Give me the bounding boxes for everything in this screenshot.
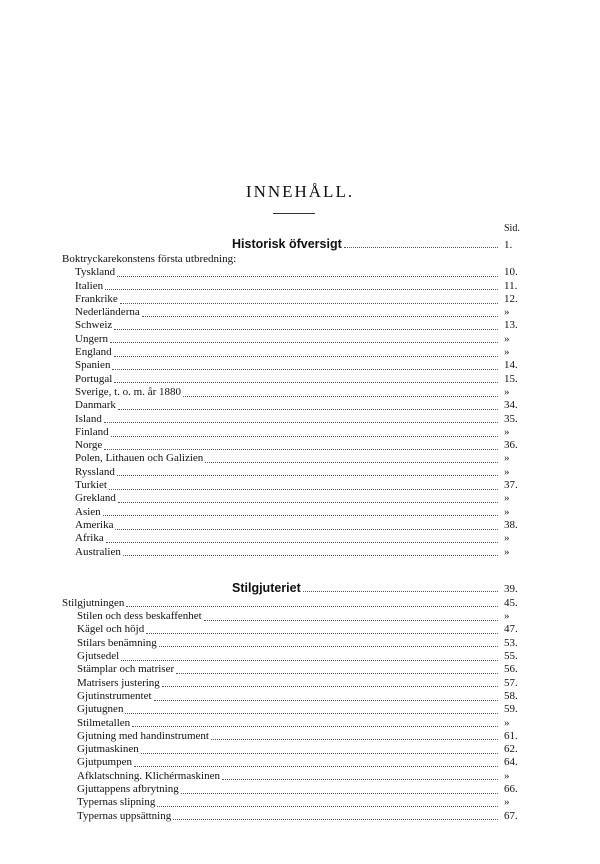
toc-entry (62, 373, 528, 386)
toc-entry (62, 306, 528, 319)
entry-title: Frankrike (75, 292, 118, 305)
entry-page-number: 66. (504, 782, 518, 795)
entry-title: Ungern (75, 332, 108, 345)
entry-title: Nederländerna (75, 306, 140, 319)
leader-dots (211, 738, 498, 740)
leader-dots (125, 712, 498, 714)
toc-entry (62, 546, 528, 559)
toc-entry (62, 293, 528, 306)
entry-page-number: » (504, 716, 510, 729)
leader-dots (118, 501, 498, 503)
entry-page-number: » (504, 332, 510, 345)
entry-title: Kägel och höjd (77, 623, 145, 636)
entry-title: Italien (75, 279, 104, 292)
entry-page-number: » (504, 452, 510, 465)
entry-page-number: » (504, 385, 510, 398)
entry-page-number: 67. (504, 809, 518, 822)
entry-page-number: 15. (504, 372, 518, 385)
section-heading: Historisk öfversigt (232, 237, 342, 251)
leader-dots (121, 659, 498, 661)
leader-dots (173, 818, 498, 820)
table-of-contents (62, 222, 528, 823)
leader-dots (146, 632, 498, 634)
toc-entry (62, 690, 528, 703)
toc-entry (62, 663, 528, 676)
toc-entry (62, 743, 528, 756)
entry-page-number: 64. (504, 756, 518, 769)
leader-dots (123, 554, 498, 556)
entry-page-number: » (504, 505, 510, 518)
toc-entry (62, 359, 528, 372)
entry-page-number: 55. (504, 650, 518, 663)
leader-dots (222, 778, 498, 780)
page-column-header (62, 222, 528, 235)
leader-dots (154, 699, 498, 701)
leader-dots (162, 685, 498, 687)
leader-dots (110, 341, 498, 343)
toc-entry (62, 333, 528, 346)
toc-entry (62, 796, 528, 809)
entry-title: Gjutugnen (77, 703, 124, 716)
entry-title: Turkiet (75, 479, 107, 492)
leader-dots (109, 488, 498, 490)
toc-entry (62, 399, 528, 412)
entry-title: Finland (75, 425, 109, 438)
entry-page-number: 34. (504, 399, 518, 412)
entry-title: Gjutsedel (77, 650, 120, 663)
leader-dots (181, 792, 498, 794)
entry-title: Boktryckarekonstens första utbredning: (62, 253, 237, 265)
toc-entry (62, 253, 528, 266)
entry-page-number: 10. (504, 266, 518, 279)
leader-dots (344, 246, 498, 248)
entry-page-number: » (504, 492, 510, 505)
leader-dots (112, 368, 498, 370)
entry-page-number: 59. (504, 703, 518, 716)
toc-entry (62, 650, 528, 663)
toc-entry (62, 810, 528, 823)
leader-dots (111, 435, 498, 437)
leader-dots (126, 605, 498, 607)
entry-title: Schweiz (75, 319, 113, 332)
entry-title: Gjutning med handinstrument (77, 729, 209, 742)
leader-dots (114, 381, 498, 383)
toc-entry (62, 637, 528, 650)
leader-dots (115, 528, 498, 530)
toc-entry (62, 717, 528, 730)
entry-title: Typernas slipning (77, 796, 156, 809)
leader-dots (120, 302, 498, 304)
toc-entry (62, 623, 528, 636)
entry-page-number: » (504, 306, 510, 319)
entry-title: Norge (75, 439, 103, 452)
toc-entry (62, 506, 528, 519)
toc-entry (62, 319, 528, 332)
leader-dots (205, 461, 498, 463)
entry-title: Amerika (75, 518, 114, 531)
entry-title: Danmark (75, 399, 116, 412)
toc-body (62, 235, 528, 823)
toc-entry (62, 677, 528, 690)
leader-dots (176, 672, 498, 674)
leader-dots (134, 765, 498, 767)
entry-title: Gjutmaskinen (77, 743, 139, 756)
leader-dots (104, 448, 498, 450)
page-column-label: Sid. (504, 223, 520, 234)
entry-title: Ryssland (75, 465, 115, 478)
toc-entry (62, 756, 528, 769)
entry-title: Stilen och dess beskaffenhet (77, 610, 202, 623)
toc-entry (62, 466, 528, 479)
entry-page-number: 37. (504, 479, 518, 492)
entry-page-number: » (504, 465, 510, 478)
leader-dots (132, 725, 498, 727)
toc-entry (62, 479, 528, 492)
entry-title: Island (75, 412, 102, 425)
entry-title: Gjutpumpen (77, 756, 132, 769)
entry-title: Stilmetallen (77, 716, 131, 729)
leader-dots (303, 590, 498, 592)
entry-title: Stilars benämning (77, 636, 157, 649)
leader-dots (142, 315, 498, 317)
toc-entry (62, 266, 528, 279)
entry-page-number: » (504, 769, 510, 782)
entry-page-number: 47. (504, 623, 518, 636)
entry-page-number: 57. (504, 676, 518, 689)
leader-dots (114, 355, 498, 357)
leader-dots (157, 805, 498, 807)
entry-title: Sverige, t. o. m. år 1880 (75, 385, 182, 398)
leader-dots (118, 408, 498, 410)
entry-page-number: » (504, 545, 510, 558)
entry-page-number: 38. (504, 518, 518, 531)
toc-entry (62, 452, 528, 465)
toc-entry (62, 532, 528, 545)
leader-dots (117, 474, 498, 476)
entry-page-number: 62. (504, 743, 518, 756)
toc-entry (62, 703, 528, 716)
entry-page-number: 56. (504, 663, 518, 676)
leader-dots (104, 421, 498, 423)
leader-dots (105, 288, 498, 290)
entry-page-number: 35. (504, 412, 518, 425)
toc-entry (62, 426, 528, 439)
entry-page-number: 58. (504, 689, 518, 702)
entry-page-number: » (504, 532, 510, 545)
toc-entry (62, 386, 528, 399)
toc-entry (62, 730, 528, 743)
entry-page-number: 12. (504, 292, 518, 305)
entry-title: Asien (75, 505, 101, 518)
title-rule (273, 213, 315, 214)
section-gap (62, 559, 528, 579)
toc-entry (62, 610, 528, 623)
entry-page-number: 53. (504, 636, 518, 649)
leader-dots (106, 541, 498, 543)
leader-dots (183, 395, 498, 397)
entry-title: Polen, Lithauen och Galizien (75, 452, 204, 465)
entry-page-number: 13. (504, 319, 518, 332)
entry-page-number: 36. (504, 439, 518, 452)
entry-title: Spanien (75, 359, 111, 372)
leader-dots (117, 275, 498, 277)
page-title: INNEHÅLL. (245, 182, 355, 201)
toc-entry (62, 346, 528, 359)
entry-page-number: 61. (504, 729, 518, 742)
entry-title: Typernas uppsättning (77, 809, 172, 822)
entry-title: Stilgjutningen (62, 596, 125, 609)
toc-entry (62, 413, 528, 426)
leader-dots (114, 328, 498, 330)
entry-page-number: » (504, 425, 510, 438)
toc-entry (62, 439, 528, 452)
entry-title: Grekland (75, 492, 116, 505)
entry-title: Australien (75, 545, 121, 558)
toc-entry (62, 492, 528, 505)
section-page-number: 39. (504, 582, 518, 595)
entry-title: Portugal (75, 372, 113, 385)
entry-title: Afrika (75, 532, 104, 545)
leader-dots (204, 619, 498, 621)
section-page-number: 1. (504, 239, 513, 251)
leader-dots (103, 514, 498, 516)
entry-title: Tyskland (75, 266, 116, 279)
entry-page-number: » (504, 796, 510, 809)
leader-dots (159, 645, 498, 647)
entry-title: England (75, 346, 112, 359)
section-heading-row (62, 235, 528, 253)
entry-page-number: » (504, 610, 510, 623)
entry-page-number: » (504, 346, 510, 359)
section-heading: Stilgjuteriet (232, 580, 301, 595)
toc-entry (62, 783, 528, 796)
leader-dots (141, 752, 498, 754)
entry-page-number: 11. (504, 279, 518, 292)
entry-title: Matrisers justering (77, 676, 160, 689)
toc-entry (62, 597, 528, 610)
entry-title: Afklatschning. Klichérmaskinen (77, 769, 220, 782)
entry-page-number: 14. (504, 359, 518, 372)
entry-page-number: 45. (504, 596, 518, 609)
entry-title: Stämplar och matriser (77, 663, 175, 676)
toc-entry (62, 770, 528, 783)
toc-entry (62, 280, 528, 293)
entry-title: Gjutinstrumentet (77, 689, 152, 702)
toc-entry (62, 519, 528, 532)
entry-title: Gjuttappens afbrytning (77, 782, 179, 795)
section-heading-row (62, 579, 528, 597)
